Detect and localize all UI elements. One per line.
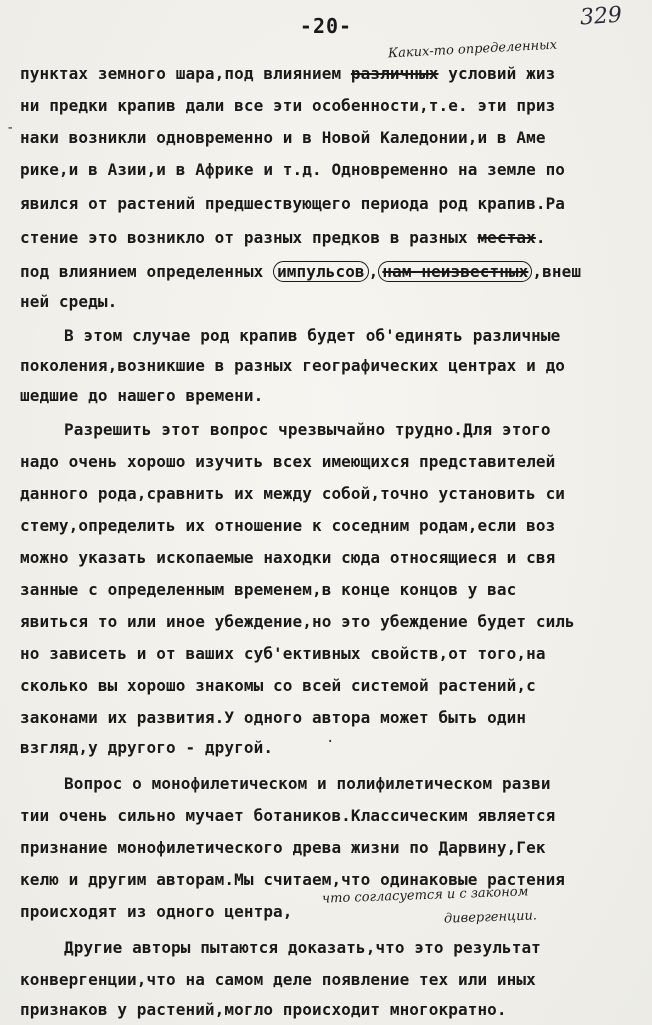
- text-line: Другие авторы пытаются доказать,что это результат: [64, 938, 541, 957]
- circled-word: импульсов: [273, 261, 369, 282]
- margin-tick: -: [6, 120, 15, 136]
- handwritten-insertion: Каких-то определенных: [387, 37, 558, 62]
- handwritten-note: дивергенции.: [443, 908, 538, 927]
- text-line: данного рода,сравнить их между собой,точно установить си: [20, 484, 566, 503]
- text-line: явиться то или иное убеждение,но это убеждение будет силь: [20, 612, 575, 631]
- text-line: ней среды.: [20, 292, 118, 311]
- text-line: явился от растений предшествующего периода род крапив.Ра: [20, 194, 566, 213]
- circled-struck-phrase: нам неизвестных: [378, 261, 532, 282]
- text-line: Вопрос о монофилетическом и полифилетическом разви: [64, 774, 551, 793]
- text-line: шедшие до нашего времени.: [20, 386, 264, 405]
- text-line: взгляд,у другого - другой.: [20, 738, 274, 757]
- text-line: стение это возникло от разных предков в разных местах.: [20, 228, 546, 247]
- handwritten-note: что согласуется и с законом: [321, 884, 529, 907]
- text-line: ни предки крапив дали все эти особенности,т.е. эти приз: [20, 96, 556, 115]
- text-line: сколько вы хорошо знакомы со всей системой растений,с: [20, 676, 536, 695]
- text-line: под влиянием определенных импульсов , нам неизвестных ,внеш: [20, 262, 582, 281]
- text-line: Разрешить этот вопрос чрезвычайно трудно.Для этого: [64, 420, 551, 439]
- text-line: келю и другим авторам.Мы считаем,что одинаковые растения: [20, 870, 566, 889]
- text-line: законами их развития.У одного автора может быть один: [20, 708, 527, 727]
- text-line: тии очень сильно мучает ботаников.Классическим является: [20, 806, 556, 825]
- text-line: можно указать ископаемые находки сюда относящиеся и свя: [20, 548, 556, 567]
- text-line: происходят из одного центра,: [20, 902, 293, 921]
- struck-word: различных: [350, 64, 439, 83]
- text-line: признание монофилетического древа жизни по Дарвину,Гек: [20, 838, 546, 857]
- text-line: занные с определенным временем,в конце концов у вас: [20, 580, 517, 599]
- text-line: надо очень хорошо изучить всех имеющихся представителей: [20, 452, 556, 471]
- text-line: но зависеть и от ваших суб'ективных свойств,от того,на: [20, 644, 546, 663]
- text-line: стему,определить их отношение к соседним родам,если воз: [20, 516, 556, 535]
- page-number: -20-: [299, 14, 353, 38]
- text-line: признаков у растений,могло происходит многократно.: [20, 1000, 507, 1019]
- archive-number: 329: [579, 2, 623, 31]
- struck-word: местах: [477, 228, 536, 247]
- text-line: наки возникли одновременно и в Новой Каледонии,и в Аме: [20, 128, 546, 147]
- stray-mark: ·: [326, 734, 335, 750]
- text-line: рике,и в Азии,и в Африке и т.д. Одновременно на земле по: [20, 160, 566, 179]
- text-line: В этом случае род крапив будет об'единять различные: [64, 326, 561, 345]
- text-line: поколения,возникшие в разных географических центрах и до: [20, 356, 566, 375]
- text-line: конвергенции,что на самом деле появление тех или иных: [20, 970, 536, 989]
- text-line: пунктах земного шара,под влиянием различных условий жиз: [20, 64, 556, 83]
